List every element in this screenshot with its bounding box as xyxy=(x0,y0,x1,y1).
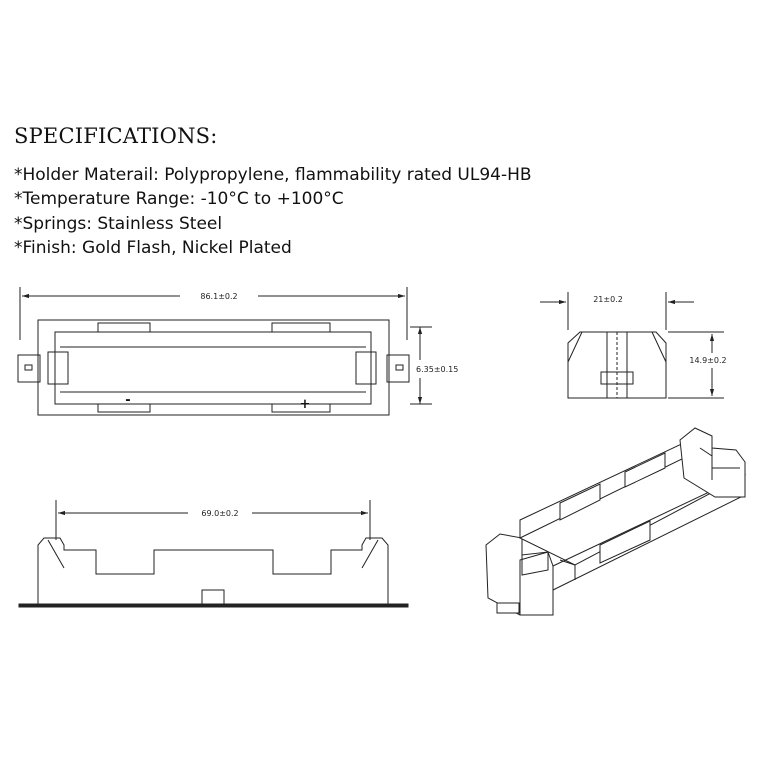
iso-near-solder-tab xyxy=(497,603,519,613)
top-view-tab-left xyxy=(18,355,40,382)
spec-item-springs: *Springs: Stainless Steel xyxy=(14,213,223,234)
end-view xyxy=(540,292,727,398)
isometric-view xyxy=(486,428,745,615)
top-view-clip-top-left xyxy=(98,323,150,332)
spec-item-finish: *Finish: Gold Flash, Nickel Plated xyxy=(14,237,292,258)
top-view-tab-slot-left xyxy=(25,365,32,370)
specifications-title: SPECIFICATIONS: xyxy=(14,124,218,148)
top-view-body xyxy=(38,320,389,415)
top-view-clip-top-right xyxy=(272,323,330,332)
side-view-outline xyxy=(38,538,388,604)
top-view xyxy=(18,287,432,415)
top-view-clip-bottom-left xyxy=(98,404,150,412)
positive-terminal-mark: + xyxy=(299,397,311,412)
side-view-center-lug xyxy=(202,590,224,604)
top-view-tab-right xyxy=(387,355,409,382)
end-view-chamfer-right xyxy=(652,332,666,362)
top-view-height-label: 6.35±0.15 xyxy=(416,365,459,374)
top-view-length-label: 86.1±0.2 xyxy=(200,292,238,301)
side-view-chamfer-right xyxy=(362,540,378,568)
end-view-height-label: 14.9±0.2 xyxy=(689,356,727,365)
spec-item-holder-material: *Holder Materail: Polypropylene, flammability rated UL94-HB xyxy=(14,165,532,185)
side-view-chamfer-left xyxy=(48,540,64,568)
top-view-cavity xyxy=(55,332,371,404)
top-view-spring-contact-right xyxy=(356,352,376,384)
top-view-tab-slot-right xyxy=(396,365,403,370)
side-view-length-label: 69.0±0.2 xyxy=(201,509,239,518)
negative-terminal-mark: - xyxy=(125,393,131,408)
top-view-spring-contact-left xyxy=(48,352,68,384)
end-view-width-label: 21±0.2 xyxy=(593,295,623,304)
spec-item-temperature-range: *Temperature Range: -10°C to +100°C xyxy=(14,189,344,210)
